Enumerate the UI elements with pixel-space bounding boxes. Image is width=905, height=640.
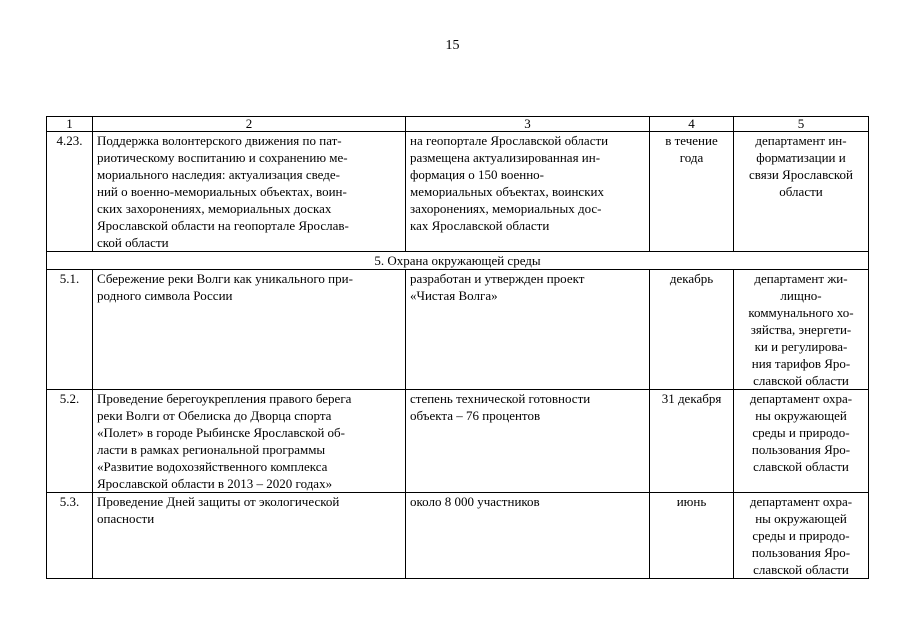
term-cell-line: 31 декабря [661, 391, 722, 406]
header-cell: 5 [734, 117, 869, 132]
term-cell [650, 270, 734, 390]
section-row [47, 252, 869, 270]
result-cell-line: степень технической готовности [410, 391, 591, 406]
responsible-cell [734, 132, 869, 252]
responsible-cell-line: ны окружающей [755, 511, 847, 526]
activity-cell [93, 270, 406, 390]
result-cell [406, 270, 650, 390]
activity-cell-line: мориального наследия: актуализация сведе- [97, 167, 340, 182]
result-cell-line: ках Ярославской области [410, 218, 550, 233]
responsible-cell-line: пользования Яро- [751, 545, 851, 560]
result-cell-line: захоронениях, мемориальных дос- [410, 201, 602, 216]
responsible-cell [734, 493, 869, 579]
responsible-cell-line: славской области [753, 373, 849, 388]
activity-cell-line: риотическому воспитанию и сохранению ме- [97, 150, 348, 165]
activity-cell-line: Проведение берегоукрепления правого берега [97, 391, 352, 406]
responsible-cell-line: пользования Яро- [751, 442, 851, 457]
activity-cell-line: Проведение Дней защиты от экологической [97, 494, 340, 509]
responsible-cell [734, 270, 869, 390]
activity-cell-line: ний о военно-мемориальных объектах, воин- [97, 184, 347, 199]
table-row [47, 132, 869, 252]
activity-cell-line: «Полет» в городе Рыбинске Ярославской об- [97, 425, 345, 440]
term-cell-line: декабрь [669, 271, 714, 286]
result-cell-line: на геопортале Ярославской области [410, 133, 609, 148]
activity-cell-line: родного символа России [97, 288, 233, 303]
responsible-cell-line: департамент ин- [755, 133, 847, 148]
activity-cell-line: реки Волги от Обелиска до Дворца спорта [97, 408, 332, 423]
activity-cell-line: ских захоронениях, мемориальных досках [97, 201, 332, 216]
result-cell-line: мемориальных объектах, воинских [410, 184, 604, 199]
activity-cell-line: Поддержка волонтерского движения по пат- [97, 133, 342, 148]
result-cell-line: размещена актуализированная ин- [410, 150, 601, 165]
responsible-cell-line: департамент охра- [749, 391, 853, 406]
table-row [47, 270, 869, 390]
term-cell [650, 390, 734, 493]
responsible-cell-line: департамент охра- [749, 494, 853, 509]
responsible-cell-line: славской области [753, 562, 849, 577]
result-cell [406, 132, 650, 252]
responsible-cell-line: славской области [753, 459, 849, 474]
responsible-cell-line: департамент жи- [754, 271, 848, 286]
activity-cell-line: ласти в рамках региональной программы [97, 442, 326, 457]
activity-cell-line: «Развитие водохозяйственного комплекса [97, 459, 328, 474]
row-number: 4.23. [47, 132, 93, 252]
result-cell [406, 390, 650, 493]
result-cell-line: формация о 150 военно- [410, 167, 544, 182]
activity-cell [93, 390, 406, 493]
result-cell-line: «Чистая Волга» [410, 288, 498, 303]
responsible-cell-line: коммунального хо- [748, 305, 854, 320]
header-cell: 2 [93, 117, 406, 132]
responsible-cell-line: ны окружающей [755, 408, 847, 423]
page-number: 15 [445, 38, 460, 53]
activity-cell-line: Сбережение реки Волги как уникального при- [97, 271, 353, 286]
term-cell [650, 493, 734, 579]
result-cell [406, 493, 650, 579]
activity-cell-line: Ярославской области на геопортале Ярослав- [97, 218, 349, 233]
activity-cell-line: Ярославской области в 2013 – 2020 годах» [97, 476, 333, 491]
plan-table [46, 116, 869, 579]
header-cell: 4 [650, 117, 734, 132]
responsible-cell-line: форматизации и [756, 150, 846, 165]
term-cell [650, 132, 734, 252]
responsible-cell-line: зяйства, энергети- [750, 322, 852, 337]
row-number: 5.3. [47, 493, 93, 579]
activity-cell [93, 493, 406, 579]
responsible-cell-line: среды и природо- [752, 425, 850, 440]
responsible-cell-line: связи Ярославской [748, 167, 854, 182]
responsible-cell-line: среды и природо- [752, 528, 850, 543]
activity-cell [93, 132, 406, 252]
row-number: 5.1. [47, 270, 93, 390]
table-row [47, 390, 869, 493]
table-row [47, 493, 869, 579]
responsible-cell-line: ния тарифов Яро- [751, 356, 851, 371]
term-cell-line: в течение [665, 133, 718, 148]
section-title: 5. Охрана окружающей среды [47, 252, 869, 270]
header-cell: 3 [406, 117, 650, 132]
responsible-cell-line: области [779, 184, 823, 199]
term-cell-line: июнь [676, 494, 707, 509]
responsible-cell-line: ки и регулирова- [754, 339, 848, 354]
result-cell-line: объекта – 76 процентов [410, 408, 541, 423]
result-cell-line: около 8 000 участников [410, 494, 540, 509]
header-cell: 1 [47, 117, 93, 132]
responsible-cell [734, 390, 869, 493]
result-cell-line: разработан и утвержден проект [410, 271, 585, 286]
table-header-row [47, 117, 869, 132]
row-number: 5.2. [47, 390, 93, 493]
activity-cell-line: опасности [97, 511, 155, 526]
activity-cell-line: ской области [97, 235, 169, 250]
term-cell-line: года [679, 150, 704, 165]
responsible-cell-line: лищно- [780, 288, 822, 303]
